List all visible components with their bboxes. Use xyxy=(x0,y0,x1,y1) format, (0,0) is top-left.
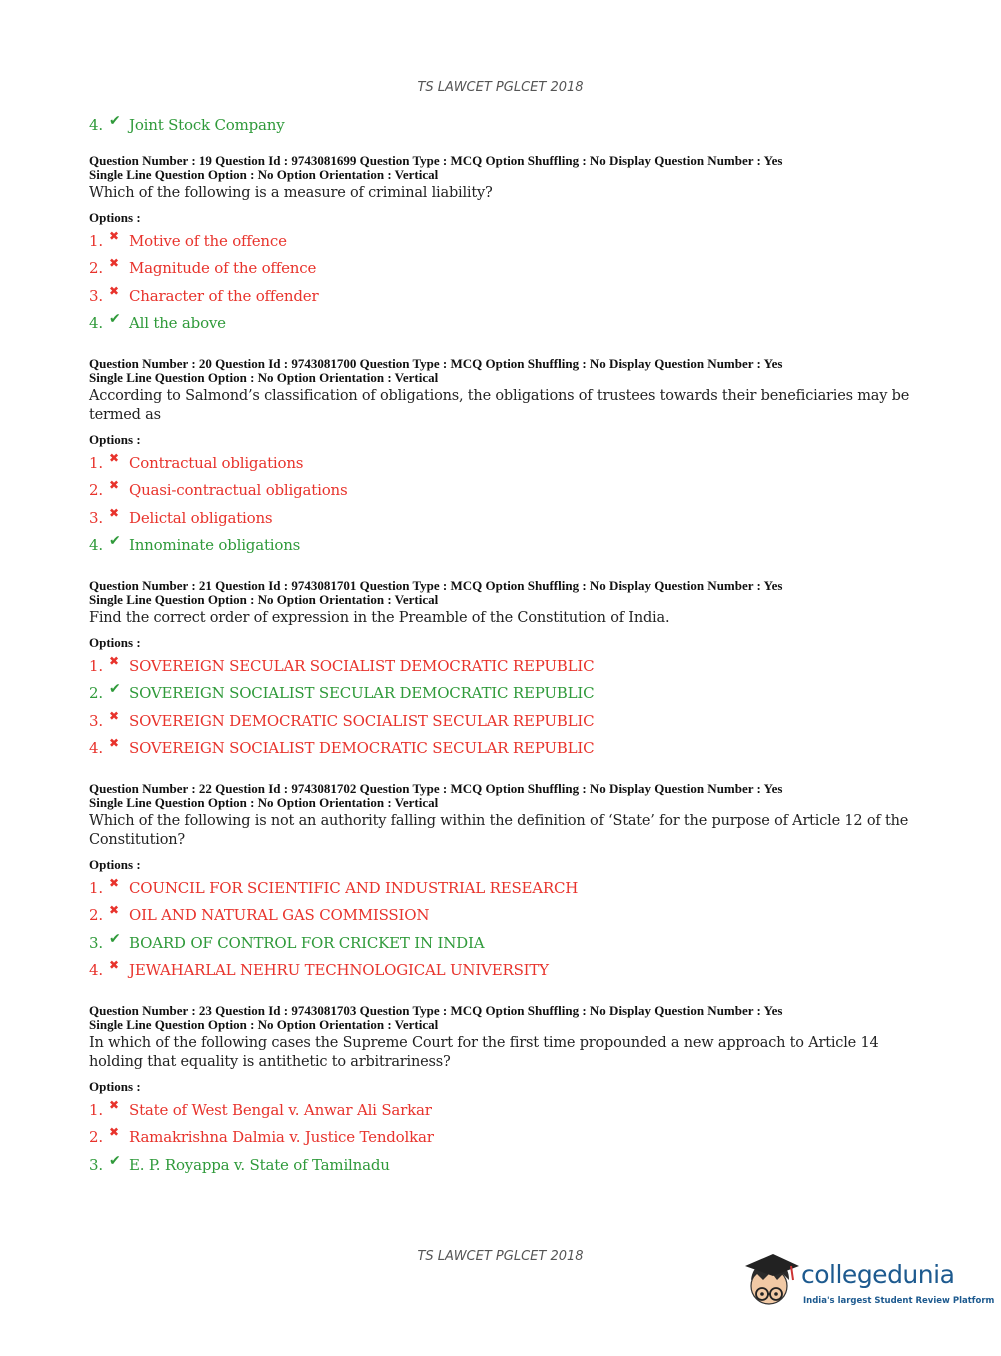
option-text: E. P. Royappa v. State of Tamilnadu xyxy=(129,1155,390,1174)
options-label: Options : xyxy=(89,1078,141,1094)
option-number: 4. xyxy=(89,961,103,979)
question-meta: Question Number : 19 Question Id : 9743081699 Question Type : MCQ Option Shuffling : No Display Question Number : Yes xyxy=(89,152,783,168)
option-text: Innominate obligations xyxy=(129,536,301,554)
check-icon: ✔ xyxy=(109,113,121,129)
page-header: TS LAWCET PGLCET 2018 xyxy=(417,80,584,95)
page-footer: TS LAWCET PGLCET 2018 xyxy=(417,1249,584,1264)
option-text: BOARD OF CONTROL FOR CRICKET IN INDIA xyxy=(129,933,485,952)
question-meta-line2: Single Line Question Option : No Option Orientation : Vertical xyxy=(89,1017,439,1032)
cross-icon: ✖ xyxy=(109,228,119,243)
option-number: 2. xyxy=(89,906,103,924)
cross-icon: ✖ xyxy=(109,450,119,465)
option-text: Quasi-contractual obligations xyxy=(129,481,348,499)
cross-icon: ✖ xyxy=(109,478,119,492)
option-number: 2. xyxy=(89,481,103,499)
option-number: 2. xyxy=(89,684,103,702)
check-icon: ✔ xyxy=(109,930,121,947)
option-number: 2. xyxy=(89,1128,103,1146)
option-number: 4. xyxy=(89,739,103,757)
option-item xyxy=(89,680,919,708)
option-item xyxy=(89,532,919,560)
options-label: Options : xyxy=(89,856,141,872)
question-meta: Question Number : 21 Question Id : 9743081701 Question Type : MCQ Option Shuffling : No Display Question Number : Yes xyxy=(89,577,783,593)
option-number: 1. xyxy=(89,878,103,897)
option-item xyxy=(89,902,919,930)
option-item xyxy=(89,653,919,681)
question-block xyxy=(89,1004,919,1180)
question-block xyxy=(89,579,919,763)
option-item xyxy=(89,255,919,283)
question-block xyxy=(89,154,919,338)
option-item xyxy=(89,283,919,311)
question-text: According to Salmond’s classification of obligations, the obligations of trustees towards their beneficiaries may be termed as xyxy=(89,387,910,423)
option-text: Contractual obligations xyxy=(129,453,304,472)
question-block xyxy=(89,357,919,560)
carryover-option xyxy=(89,112,919,140)
option-number: 3. xyxy=(89,286,103,305)
mascot-icon xyxy=(743,1250,801,1312)
question-meta: Question Number : 23 Question Id : 9743081703 Question Type : MCQ Option Shuffling : No Display Question Number : Yes xyxy=(89,1002,783,1018)
cross-icon: ✖ xyxy=(109,1125,119,1139)
option-item xyxy=(89,505,919,533)
option-text: OIL AND NATURAL GAS COMMISSION xyxy=(129,906,430,924)
cross-icon: ✖ xyxy=(109,505,119,520)
option-item xyxy=(89,450,919,478)
option-item xyxy=(89,477,919,505)
question-meta: Question Number : 22 Question Id : 9743081702 Question Type : MCQ Option Shuffling : No Display Question Number : Yes xyxy=(89,780,783,796)
option-text: State of West Bengal v. Anwar Ali Sarkar xyxy=(129,1100,432,1119)
question-text: In which of the following cases the Supreme Court for the first time propounded a new approach to Article 14 holding that equality is antithetic to arbitrariness? xyxy=(89,1034,879,1070)
option-item xyxy=(89,1152,919,1180)
question-meta-line2: Single Line Question Option : No Option Orientation : Vertical xyxy=(89,592,439,607)
option-text: COUNCIL FOR SCIENTIFIC AND INDUSTRIAL RESEARCH xyxy=(129,878,579,897)
option-text: JEWAHARLAL NEHRU TECHNOLOGICAL UNIVERSITY xyxy=(129,961,549,979)
option-item xyxy=(89,228,919,256)
option-item xyxy=(89,957,919,985)
option-number: 4. xyxy=(89,314,103,332)
option-number: 1. xyxy=(89,1100,103,1119)
cross-icon: ✖ xyxy=(109,653,119,668)
question-meta-line2: Single Line Question Option : No Option Orientation : Vertical xyxy=(89,167,439,182)
question-meta-line2: Single Line Question Option : No Option Orientation : Vertical xyxy=(89,795,439,810)
option-text: Motive of the offence xyxy=(129,231,287,250)
check-icon: ✔ xyxy=(109,533,121,549)
option-item xyxy=(89,310,919,338)
cross-icon: ✖ xyxy=(109,958,119,972)
option-number: 1. xyxy=(89,231,103,250)
option-item xyxy=(89,875,919,903)
option-text: SOVEREIGN SOCIALIST SECULAR DEMOCRATIC REPUBLIC xyxy=(129,684,595,702)
option-number: 2. xyxy=(89,259,103,277)
logo-wordmark: collegedunia xyxy=(801,1260,955,1289)
question-meta-line2: Single Line Question Option : No Option Orientation : Vertical xyxy=(89,370,439,385)
question-block xyxy=(89,782,919,985)
cross-icon: ✖ xyxy=(109,1097,119,1112)
question-list xyxy=(89,112,919,1179)
option-number: 4. xyxy=(89,116,103,134)
option-text: Delictal obligations xyxy=(129,508,273,527)
option-item xyxy=(89,930,919,958)
option-number: 3. xyxy=(89,933,103,952)
option-number: 3. xyxy=(89,1155,103,1174)
option-text: SOVEREIGN SECULAR SOCIALIST DEMOCRATIC REPUBLIC xyxy=(129,656,595,675)
option-number: 1. xyxy=(89,656,103,675)
check-icon: ✔ xyxy=(109,1152,121,1169)
option-text: Joint Stock Company xyxy=(129,116,285,134)
cross-icon: ✖ xyxy=(109,736,119,750)
option-number: 4. xyxy=(89,536,103,554)
option-text: Ramakrishna Dalmia v. Justice Tendolkar xyxy=(129,1128,434,1146)
cross-icon: ✖ xyxy=(109,256,119,270)
question-meta: Question Number : 20 Question Id : 9743081700 Question Type : MCQ Option Shuffling : No Display Question Number : Yes xyxy=(89,355,783,371)
check-icon: ✔ xyxy=(109,311,121,327)
option-text: SOVEREIGN DEMOCRATIC SOCIALIST SECULAR REPUBLIC xyxy=(129,711,595,730)
question-text: Find the correct order of expression in the Preamble of the Constitution of India. xyxy=(89,609,670,626)
options-label: Options : xyxy=(89,209,141,225)
option-text: Character of the offender xyxy=(129,286,319,305)
option-item xyxy=(89,1124,919,1152)
option-text: SOVEREIGN SOCIALIST DEMOCRATIC SECULAR REPUBLIC xyxy=(129,739,595,757)
cross-icon: ✖ xyxy=(109,708,119,723)
question-text: Which of the following is a measure of criminal liability? xyxy=(89,184,493,201)
option-item xyxy=(89,1097,919,1125)
question-text: Which of the following is not an authority falling within the definition of ‘State’ for the purpose of Article 12 of the Constitution? xyxy=(89,812,909,848)
collegedunia-logo xyxy=(743,1250,995,1315)
options-label: Options : xyxy=(89,431,141,447)
option-text: All the above xyxy=(129,314,226,332)
cross-icon: ✖ xyxy=(109,903,119,917)
option-item xyxy=(89,708,919,736)
option-number: 3. xyxy=(89,711,103,730)
option-item xyxy=(89,735,919,763)
option-number: 1. xyxy=(89,453,103,472)
cross-icon: ✖ xyxy=(109,283,119,298)
check-icon: ✔ xyxy=(109,681,121,697)
logo-tagline: India's largest Student Review Platform xyxy=(803,1296,995,1306)
option-text: Magnitude of the offence xyxy=(129,259,317,277)
cross-icon: ✖ xyxy=(109,875,119,890)
options-label: Options : xyxy=(89,634,141,650)
questions xyxy=(89,154,919,1180)
option-number: 3. xyxy=(89,508,103,527)
